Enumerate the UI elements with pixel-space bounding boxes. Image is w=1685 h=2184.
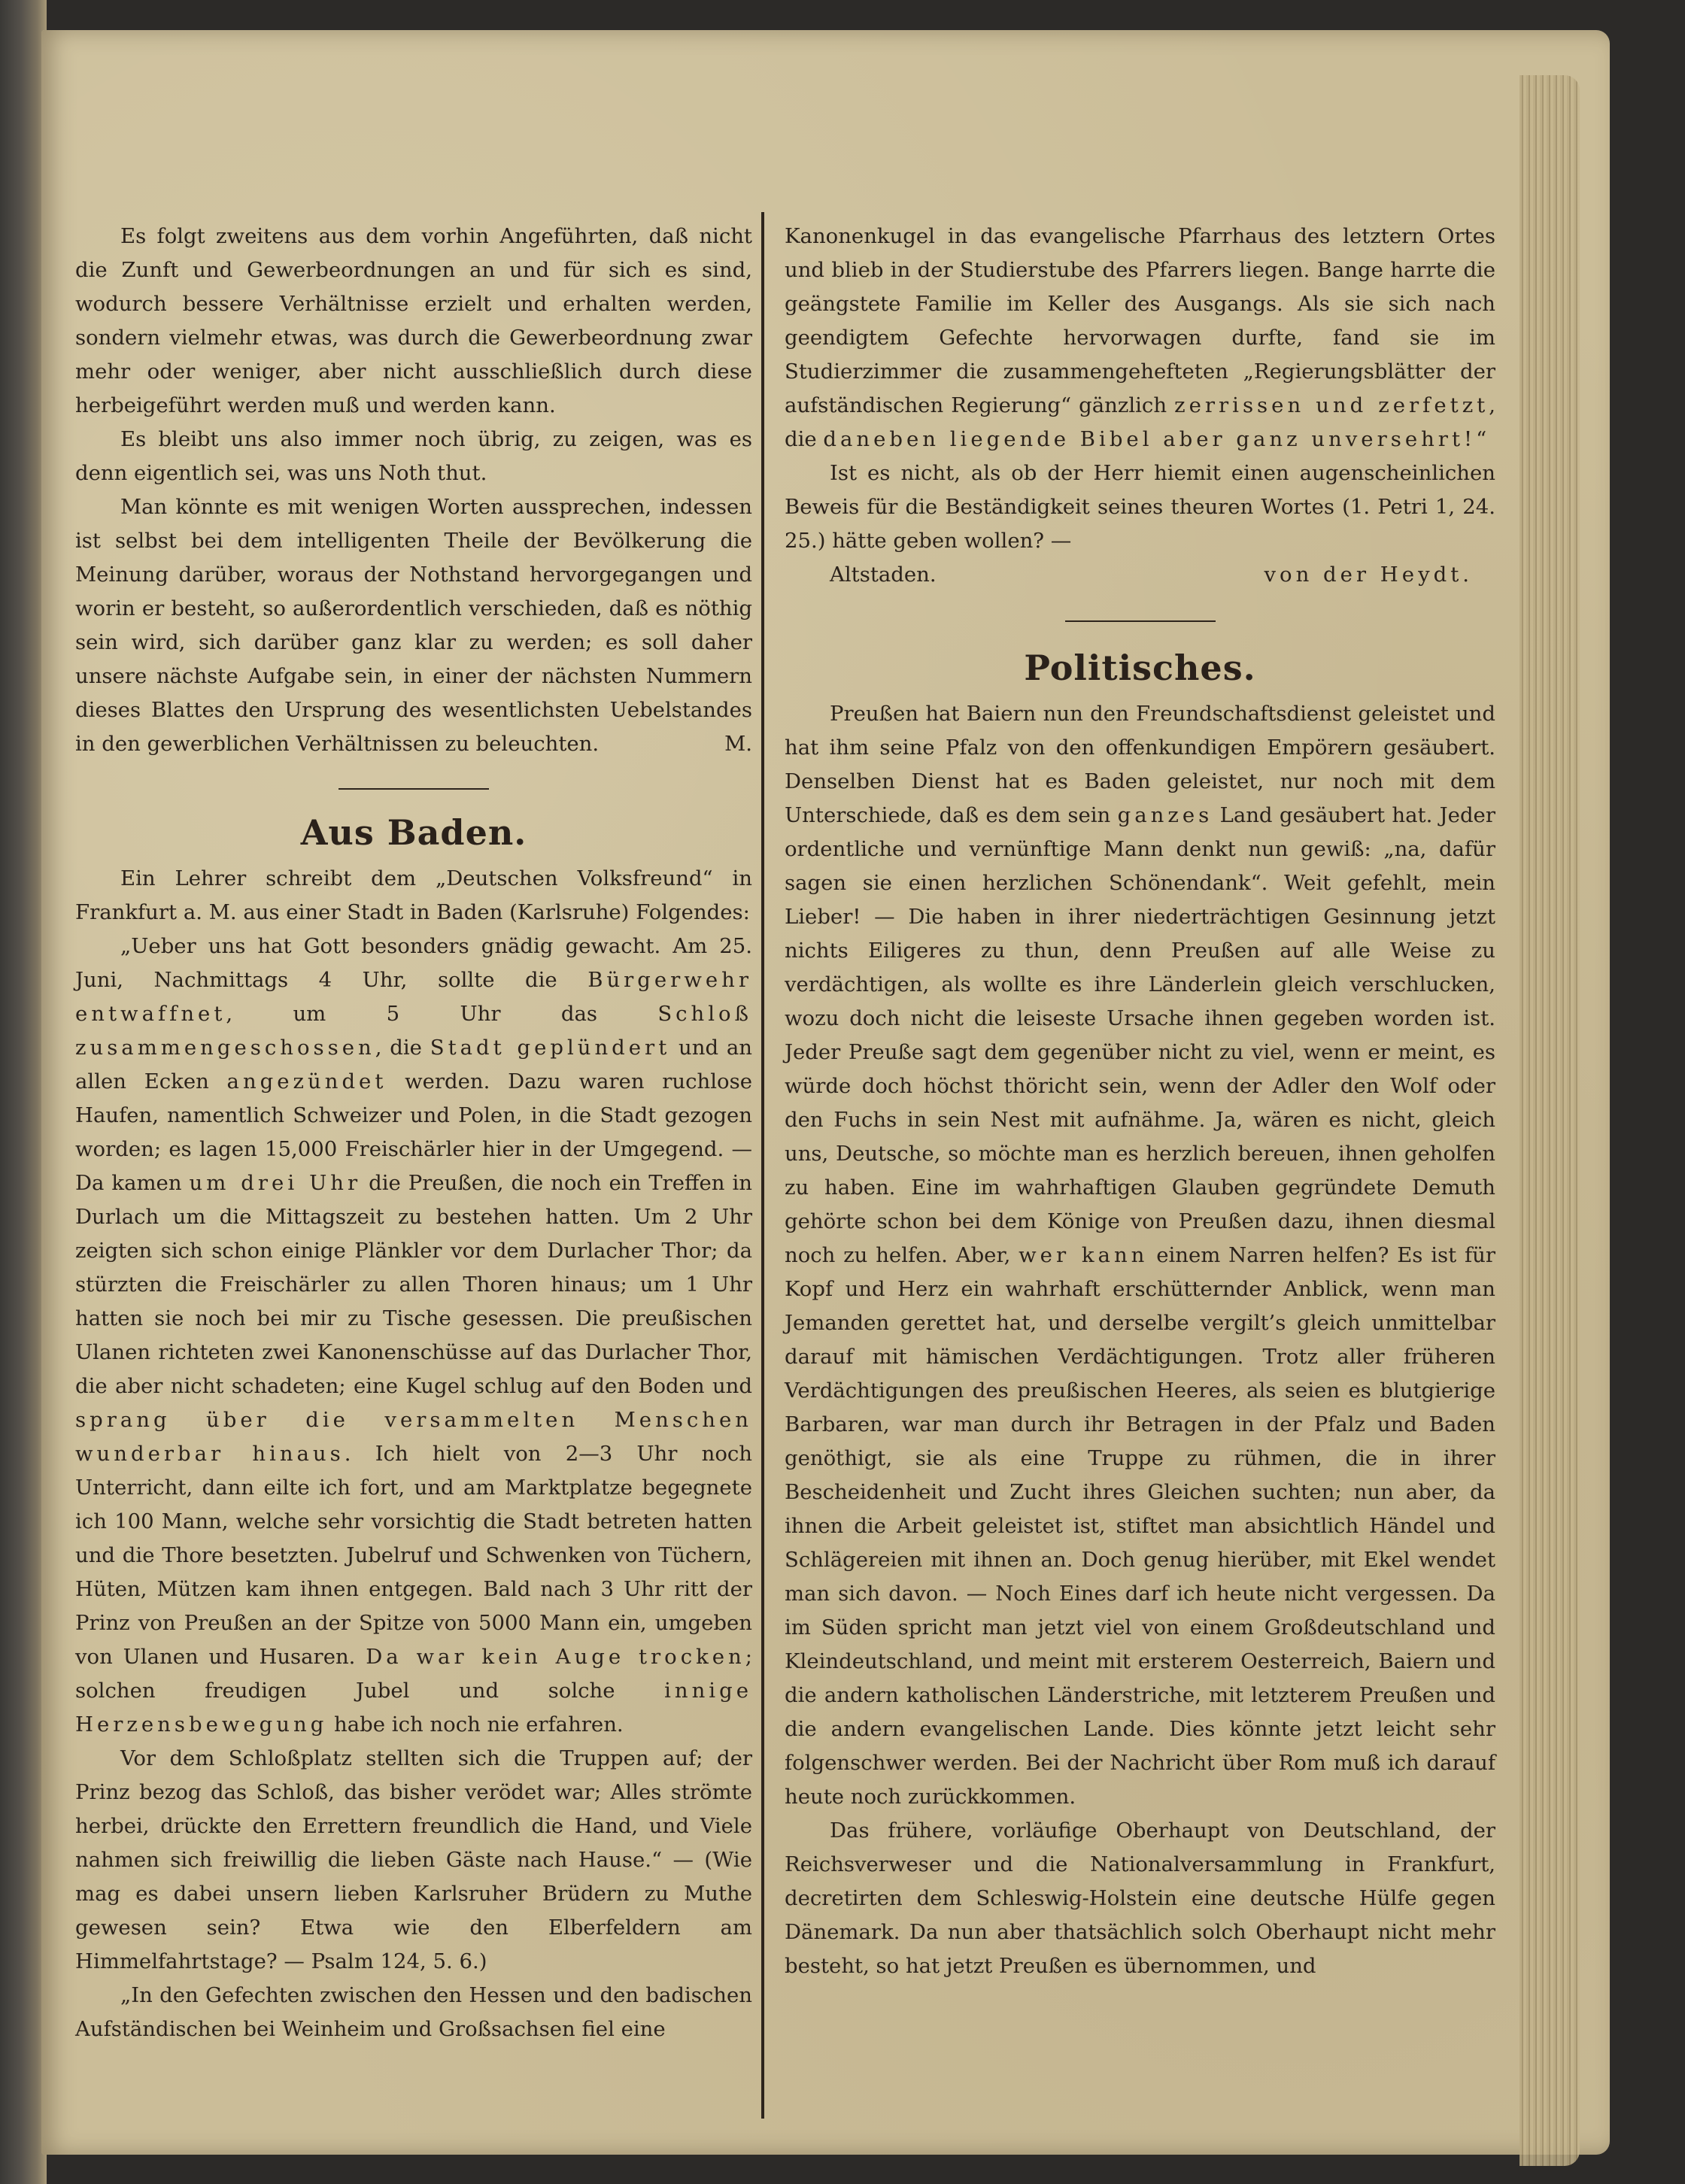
spaced-emphasis: daneben liegende Bibel aber ganz unversehrt! [823, 427, 1477, 451]
paragraph-trade-3-text: Man könnte es mit wenigen Worten aussprechen, indessen ist selbst bei dem intelligenten Theile der Bevölkerung die Meinung darüber, woraus der Nothstand hervorgegangen und worin er besteht, so außerordentlich verschieden, daß es nöthig sein wird, sich darüber ganz klar zu werden; es soll daher unsere nächste Aufgabe sein, in einer der nächsten Nummern dieses Blattes den Ursprung des wesentlichsten Uebelstandes in den gewerblichen Verhältnissen zu beleuchten. [75, 495, 752, 756]
text-run: , die [375, 1036, 430, 1060]
spaced-emphasis: zerrissen und zerfetzt [1174, 393, 1489, 417]
paragraph-politics-1 [785, 697, 1495, 1814]
section-divider-left [339, 788, 489, 790]
spaced-emphasis: angezündet [226, 1069, 387, 1094]
spaced-emphasis: ganzes [1117, 803, 1213, 827]
text-run: die Preußen, die noch ein Treffen in Durlach um die Mittagszeit zu bestehen hatten. Um 2 Uhr zeigten sich schon einige Plänkler vor dem Durlacher Thor; da stürzten die Freischärler zu allen Thoren hinaus; um 1 Uhr hatten sie noch bei mir zu Tische gesessen. Die preußischen Ulanen richteten zwei Kanonenschüsse auf das Durlacher Thor, die aber nicht schadeten; eine Kugel schlug auf den Boden und [75, 1171, 752, 1398]
page-edges [1520, 75, 1580, 2166]
paragraph-trade-3 [75, 490, 752, 761]
paragraph-baden-intro: Ein Lehrer schreibt dem „Deutschen Volksfreund“ in Frankfurt a. M. aus einer Stadt in Baden (Karlsruhe) Folgendes: [75, 866, 752, 924]
signature-line [785, 558, 1495, 592]
text-run: einem Narren helfen? Es ist für Kopf und Herz ein wahrhaft erschütternder Anblick, wenn man Jemanden gerettet hat, und derselbe vergilt’s gleich unmittelbar darauf mit hämischen Verdächtigungen. Trotz aller früheren Verdächtigungen des preußischen Heeres, als seien es blutgierige Barbaren, war man durch ihr Betragen in der Pfalz und Baden genöthigt, sie als eine Truppe zu rühmen, die in ihrer Bescheidenheit und Zucht ihres Gleichen suchten; nun aber, da ihnen die Arbeit geleistet ist, stiftet man absichtlich Händel und Schlägereien mit ihnen an. Doch genug hierüber, mit Ekel wendet man sich davon. — Noch Eines darf ich heute nicht vergessen. Da im Süden spricht man jetzt viel von einem Großdeutschland und Kleindeutschland, und meint mit ersterem Oesterreich, Baiern und die andern katholischen Länderstriche, mit letzterem Preußen und die andern evangelischen Lande. Dies könnte jetzt leicht sehr folgenschwer werden. Bei der Nachricht über Rom muß ich darauf heute noch zurückkommen. [785, 1243, 1496, 1809]
paragraph-trade-1: Es folgt zweitens aus dem vorhin Angeführten, daß nicht die Zunft und Gewerbeordnungen an und für sich es sind, wodurch bessere Verhältnisse erzielt und erhalten werden, sondern vielmehr etwas, was durch die Gewerbeordnung zwar mehr oder weniger, aber nicht ausschließlich durch diese herbeigeführt werden muß und werden kann. [75, 224, 752, 417]
paragraph-question: Ist es nicht, als ob der Herr hiemit einen augenscheinlichen Beweis für die Beständigkeit seines theuren Wortes (1. Petri 1, 24. 25.) hätte geben wollen? — [785, 461, 1495, 553]
right-column [785, 220, 1495, 1983]
column-divider [761, 212, 764, 2119]
text-run: ; solchen freudigen Jubel und solche [75, 1645, 753, 1703]
text-run: Kanonenkugel in das evangelische Pfarrhaus des letztern Ortes und blieb in der Studierstube des Pfarrers liegen. Bange harrte die geängstete Familie im Keller des Ausgangs. Als sie sich nach geendigtem Gefechte hervorwagen durfte, fand sie im Studierzimmer die zusammengehefteten „Regierungsblätter der aufständischen Regierung“ gänzlich [785, 224, 1495, 417]
paragraph-continuation [785, 220, 1495, 457]
book-spine [0, 0, 47, 2184]
text-run: Land gesäubert hat. Jeder ordentliche und vernünftige Mann denkt nun gewiß: „na, dafür sagen sie einen herzlichen Schönendank“. Weit gefehlt, mein Lieber! — Die haben in ihrer niederträchtigen Gesinnung jetzt nichts Eiligeres zu thun, denn Preußen auf alle Weise zu verdächtigen, als wollte es ihre Länderlein gleich verschlucken, wozu doch nicht die leiseste Ursache ihnen gegeben worden ist. Jeder Preuße sagt dem gegenüber nicht zu viel, wenn er meint, es würde doch höchst thöricht sein, wenn der Adler den Wolf oder den Fuchs in sein Nest mit aufnähme. Ja, wären es nicht, gleich uns, Deutsche, so möchte man es herzlich bereuen, ihnen geholfen zu haben. Eine im wahrhaftigen Glauben gegründete Demuth gehörte schon bei dem Könige von Preußen dazu, ihnen diesmal noch zu helfen. Aber, [785, 803, 1495, 1267]
place-name: Altstaden. [830, 563, 937, 587]
spaced-emphasis: Stadt geplündert [430, 1036, 671, 1060]
spaced-emphasis: Schloß zusammengeschossen [75, 1002, 752, 1060]
spaced-emphasis: Bürgerwehr entwaffnet [75, 968, 752, 1026]
paragraph-trade-2: Es bleibt uns also immer noch übrig, zu zeigen, was es denn eigentlich sei, was uns Noth thut. [75, 427, 752, 485]
text-run: , die [785, 393, 1495, 451]
section-divider-right [1065, 620, 1216, 622]
spaced-emphasis: Da war kein Auge trocken [366, 1645, 745, 1669]
text-run: “ [1476, 427, 1487, 451]
text-run: . Ich hielt von 2—3 Uhr noch Unterricht, dann eilte ich fort, und am Marktplatze begegnete ich 100 Mann, welche sehr vorsichtig die Stadt betreten hatten und die Thore besetzten. Jubelruf und Schwenken von Tüchern, Hüten, Mützen kam ihnen entgegen. Bald nach 3 Uhr ritt der Prinz von Preußen an der Spitze von 5000 Mann ein, umgeben von Ulanen und Husaren. [75, 1442, 752, 1669]
spaced-emphasis: sprang über die versammelten Menschen wunderbar hinaus [75, 1408, 752, 1466]
text-run: und an allen Ecken [75, 1036, 752, 1094]
text-run: habe ich noch nie erfahren. [327, 1712, 624, 1737]
paragraph-baden-quote-1 [75, 930, 752, 1742]
author-name: von der Heydt. [1264, 563, 1473, 587]
paragraph-politics-2: Das frühere, vorläufige Oberhaupt von Deutschland, der Reichsverweser und die Nationalversammlung in Frankfurt, decretirten dem Schleswig-Holstein eine deutsche Hülfe gegen Dänemark. Da nun aber thatsächlich solch Oberhaupt nicht mehr besteht, so hat jetzt Preußen es übernommen, und [785, 1818, 1495, 1978]
spaced-emphasis: innige Herzensbewegung [75, 1679, 752, 1737]
left-column [75, 220, 752, 2046]
paragraph-baden-quote-2: Vor dem Schloßplatz stellten sich die Truppen auf; der Prinz bezog das Schloß, das bisher verödet war; Alles strömte herbei, drückte den Errettern freundlich die Hand, und Viele nahmen sich freiwillig die lieben Gäste nach Hause.“ — (Wie mag es dabei unsern lieben Karlsruher Brüdern zu Muthe gewesen sein? Etwa wie den Elberfeldern am Himmelfahrtstage? — Psalm 124, 5. 6.) [75, 1746, 752, 1973]
author-initial: M. [724, 732, 752, 756]
text-run: werden. Dazu waren ruchlose Haufen, namentlich Schweizer und Polen, in die Stadt gezogen worden; es lagen 15,000 Freischärler hier in der Umgegend. — Da kamen [75, 1069, 752, 1195]
text-run: Preußen hat Baiern nun den Freundschaftsdienst geleistet und hat ihm seine Pfalz von den offenkundigen Empörern gesäubert. Denselben Dienst hat es Baden geleistet, nur noch mit dem Unterschiede, daß es dem sein [785, 702, 1495, 827]
text-run: , um 5 Uhr das [226, 1002, 658, 1026]
spaced-emphasis: wer kann [1019, 1243, 1149, 1267]
paragraph-baden-quote-3: „In den Gefechten zwischen den Hessen und den badischen Aufständischen bei Weinheim und Großsachsen fiel eine [75, 1983, 752, 2041]
spaced-emphasis: um drei Uhr [189, 1171, 362, 1195]
text-run: „Ueber uns hat Gott besonders gnädig gewacht. Am 25. Juni, Nachmittags 4 Uhr, sollte die [75, 934, 752, 992]
heading-politisches: Politisches. [1024, 648, 1256, 688]
heading-aus-baden: Aus Baden. [300, 812, 527, 853]
